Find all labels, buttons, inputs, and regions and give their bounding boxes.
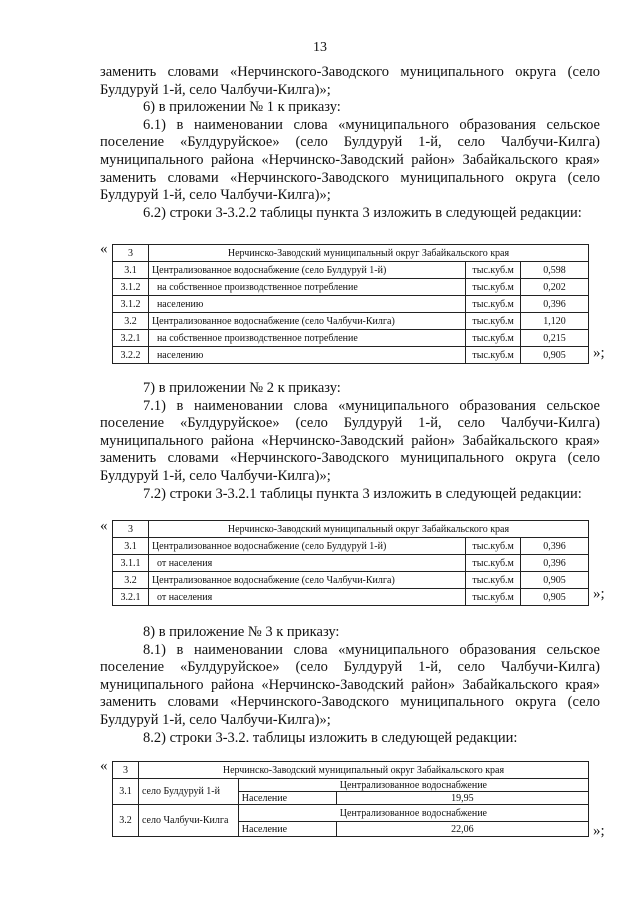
table-cell: 0,396	[521, 538, 589, 555]
table-cell: тыс.куб.м	[466, 330, 521, 347]
table-cell: Централизованное водоснабжение (село Булдуруй 1-й)	[148, 538, 465, 555]
text-block-1	[100, 64, 600, 222]
table-cell: Нерчинско-Заводский муниципальный округ Забайкальского края	[148, 245, 588, 262]
paragraph-7-2: 7.2) строки 3-3.2.1 таблицы пункта 3 изложить в следующей редакции:	[143, 485, 582, 502]
table-row	[113, 262, 589, 279]
table-cell: Централизованное водоснабжение (село Булдуруй 1-й)	[148, 262, 465, 279]
table-cell: тыс.куб.м	[466, 589, 521, 606]
table-cell: тыс.куб.м	[466, 538, 521, 555]
table-cell: 0,215	[521, 330, 589, 347]
table-cell: 3.2.1	[113, 589, 149, 606]
table-row	[113, 245, 589, 262]
text-block-2	[100, 380, 600, 503]
table-3	[112, 761, 589, 837]
table-cell: 3.2	[113, 805, 139, 837]
paragraph-8-2: 8.2) строки 3-3.2. таблицы изложить в следующей редакции:	[143, 729, 518, 746]
table-row	[113, 805, 589, 822]
table-cell: от населения	[148, 555, 465, 572]
table-cell: 3.1.1	[113, 555, 149, 572]
table-cell: тыс.куб.м	[466, 555, 521, 572]
paragraph-8-1: 8.1) в наименовании слова «муниципального образования сельское поселение «Булдуруйское» (село Булдуруй 1-й, село Чалбучи-Килга) муниципального района «Нерчинско-Заводский район» Забайкальского края» заменить словами «Нерчинского-Заводского муниципального округа (село Булдуруй 1-й, село Чалбучи-Килга)»;	[100, 641, 600, 728]
table-cell: 3.2.2	[113, 347, 149, 364]
table-row	[113, 779, 589, 792]
table-cell: 0,396	[521, 296, 589, 313]
paragraph-7-1: 7.1) в наименовании слова «муниципального образования сельское поселение «Булдуруйское» (село Булдуруй 1-й, село Чалбучи-Килга) муниципального района «Нерчинско-Заводский район» Забайкальского края» заменить словами «Нерчинского-Заводского муниципального округа (село Булдуруй 1-й, село Чалбучи-Килга)»;	[100, 397, 600, 484]
table-1	[112, 244, 589, 364]
table-row	[113, 555, 589, 572]
table-cell: 3.1	[113, 538, 149, 555]
table-cell: 3.2	[113, 572, 149, 589]
table-row	[113, 521, 589, 538]
table-cell: 19,95	[336, 792, 588, 805]
table-cell: тыс.куб.м	[466, 262, 521, 279]
table-row	[113, 589, 589, 606]
table-cell: тыс.куб.м	[466, 347, 521, 364]
table-cell: на собственное производственное потребление	[148, 330, 465, 347]
paragraph-appendix-2: 7) в приложении № 2 к приказу:	[143, 380, 341, 396]
table-cell: 0,202	[521, 279, 589, 296]
table-row	[113, 279, 589, 296]
table-cell: 0,598	[521, 262, 589, 279]
paragraph-6-2: 6.2) строки 3-3.2.2 таблицы пункта 3 изложить в следующей редакции:	[143, 204, 582, 221]
table-cell: 3.2.1	[113, 330, 149, 347]
table-cell: 3.1	[113, 262, 149, 279]
table-cell: 3	[113, 521, 149, 538]
table-row	[113, 330, 589, 347]
paragraph-appendix-1: 6) в приложении № 1 к приказу:	[143, 99, 341, 116]
table-cell: Централизованное водоснабжение (село Чалбучи-Килга)	[148, 313, 465, 330]
table-cell: населению	[148, 347, 465, 364]
table-row	[113, 347, 589, 364]
table-cell: 0,396	[521, 555, 589, 572]
paragraph-replace-words-1: заменить словами «Нерчинского-Заводского муниципального округа (село Булдуруй 1-й, село Чалбучи-Килга)»;	[100, 64, 600, 98]
table-row	[113, 296, 589, 313]
table1-close-quote: »;	[593, 345, 605, 361]
text-block-3	[100, 624, 600, 747]
table-cell: 3.1.2	[113, 296, 149, 313]
paragraph-appendix-3: 8) в приложение № 3 к приказу:	[143, 624, 340, 640]
table-cell: тыс.куб.м	[466, 279, 521, 296]
table-cell: Население	[238, 822, 336, 837]
table-cell: Нерчинско-Заводский муниципальный округ Забайкальского края	[138, 762, 588, 779]
table-cell: 3.1.2	[113, 279, 149, 296]
table1-open-quote: «	[100, 241, 108, 257]
table-cell: село Булдуруй 1-й	[138, 779, 238, 805]
table-cell: Централизованное водоснабжение (село Чалбучи-Килга)	[148, 572, 465, 589]
table-cell: 22,06	[336, 822, 588, 837]
table3-open-quote: «	[100, 758, 108, 774]
table-cell: 0,905	[521, 347, 589, 364]
table-cell: тыс.куб.м	[466, 296, 521, 313]
table2-close-quote: »;	[593, 586, 605, 602]
table-cell: 3.1	[113, 779, 139, 805]
table-cell: 3	[113, 245, 149, 262]
table-cell: 0,905	[521, 589, 589, 606]
table-row	[113, 538, 589, 555]
table-cell: 0,905	[521, 572, 589, 589]
table-row	[113, 762, 589, 779]
table-cell: от населения	[148, 589, 465, 606]
paragraph-6-1: 6.1) в наименовании слова «муниципального образования сельское поселение «Булдуруйское» (село Булдуруй 1-й, село Чалбучи-Килга) муниципального района «Нерчинско-Заводский район» Забайкальского края» заменить словами «Нерчинского-Заводского муниципального округа (село Булдуруй 1-й, село Чалбучи-Килга)»;	[100, 116, 600, 204]
table2-open-quote: «	[100, 518, 108, 534]
table-cell: 3.2	[113, 313, 149, 330]
table-cell: населению	[148, 296, 465, 313]
table-2	[112, 520, 589, 606]
table-cell: на собственное производственное потребление	[148, 279, 465, 296]
table-cell: Население	[238, 792, 336, 805]
table-cell: 3	[113, 762, 139, 779]
table3-close-quote: »;	[593, 823, 605, 839]
table-cell: село Чалбучи-Килга	[138, 805, 238, 837]
table-row	[113, 572, 589, 589]
table-row	[113, 313, 589, 330]
table-cell: Централизованное водоснабжение	[238, 805, 588, 822]
table-cell: тыс.куб.м	[466, 313, 521, 330]
table-cell: тыс.куб.м	[466, 572, 521, 589]
table-cell: 1,120	[521, 313, 589, 330]
table-cell: Нерчинско-Заводский муниципальный округ Забайкальского края	[148, 521, 588, 538]
table-cell: Централизованное водоснабжение	[238, 779, 588, 792]
page-number: 13	[313, 40, 327, 55]
